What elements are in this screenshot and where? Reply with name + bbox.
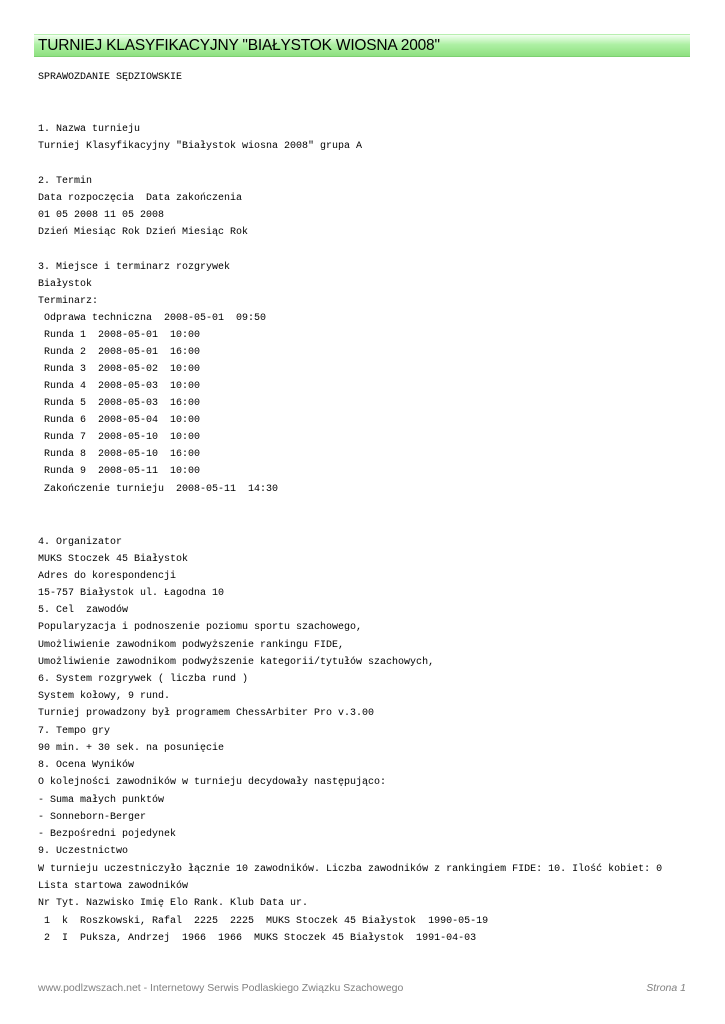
schedule-closing: Zakończenie turnieju 2008-05-11 14:30 (38, 484, 279, 495)
start-list-row: 2 I Puksza, Andrzej 1966 1966 MUKS Stoczek 45 Białystok 1991-04-03 (38, 933, 477, 944)
organizer-name: MUKS Stoczek 45 Białystok (38, 554, 189, 565)
section-4-heading: 4. Organizator (38, 537, 123, 548)
address-label: Adres do korespondencji (38, 571, 177, 582)
tiebreak-item: - Suma małych punktów (38, 795, 165, 806)
schedule-round: Runda 4 2008-05-03 10:00 (38, 381, 201, 392)
schedule-briefing: Odprawa techniczna 2008-05-01 09:50 (38, 313, 267, 324)
time-control: 90 min. + 30 sek. na posunięcie (38, 743, 225, 754)
tiebreak-intro: O kolejności zawodników w turnieju decydowały następująco: (38, 777, 387, 788)
schedule-round: Runda 2 2008-05-01 16:00 (38, 347, 201, 358)
section-9-heading: 9. Uczestnictwo (38, 846, 129, 857)
schedule-round: Runda 1 2008-05-01 10:00 (38, 330, 201, 341)
document-title: TURNIEJ KLASYFIKACYJNY "BIAŁYSTOK WIOSNA 2008" (38, 37, 440, 54)
schedule-round: Runda 8 2008-05-10 16:00 (38, 449, 201, 460)
start-list-label: Lista startowa zawodników (38, 881, 189, 892)
page-number: Strona 1 (646, 982, 686, 994)
section-6-heading: 6. System rozgrywek ( liczba rund ) (38, 674, 249, 685)
participation-summary: W turnieju uczestniczyło łącznie 10 zawodników. Liczba zawodników z rankingiem FIDE: 10. Ilość kobiet: 0 (38, 864, 663, 875)
section-7-heading: 7. Tempo gry (38, 726, 111, 737)
schedule-round: Runda 9 2008-05-11 10:00 (38, 466, 201, 477)
start-list-row: 1 k Roszkowski, Rafal 2225 2225 MUKS Stoczek 45 Białystok 1990-05-19 (38, 916, 489, 927)
address: 15-757 Białystok ul. Łagodna 10 (38, 588, 225, 599)
date-values: 01 05 2008 11 05 2008 (38, 210, 165, 221)
schedule-round: Runda 5 2008-05-03 16:00 (38, 398, 201, 409)
goal-line: Umożliwienie zawodnikom podwyższenie rankingu FIDE, (38, 640, 345, 651)
tournament-name: Turniej Klasyfikacyjny "Białystok wiosna 2008" grupa A (38, 141, 363, 152)
section-1-heading: 1. Nazwa turnieju (38, 124, 141, 135)
date-format: Dzień Miesiąc Rok Dzień Miesiąc Rok (38, 227, 249, 238)
report-heading: SPRAWOZDANIE SĘDZIOWSKIE (38, 72, 183, 83)
date-labels: Data rozpoczęcia Data zakończenia (38, 193, 243, 204)
schedule-label: Terminarz: (38, 296, 99, 307)
venue: Białystok (38, 279, 93, 290)
section-2-heading: 2. Termin (38, 176, 93, 187)
schedule-round: Runda 3 2008-05-02 10:00 (38, 364, 201, 375)
footer-site-link[interactable]: www.podlzwszach.net - Internetowy Serwis Podlaskiego Związku Szachowego (38, 982, 404, 994)
tiebreak-item: - Sonneborn-Berger (38, 812, 147, 823)
system-description: System kołowy, 9 rund. (38, 691, 171, 702)
title-bar (34, 34, 690, 57)
start-list-header: Nr Tyt. Nazwisko Imię Elo Rank. Klub Data ur. (38, 898, 309, 909)
schedule-round: Runda 6 2008-05-04 10:00 (38, 415, 201, 426)
section-5-heading: 5. Cel zawodów (38, 605, 129, 616)
section-8-heading: 8. Ocena Wyników (38, 760, 135, 771)
software-note: Turniej prowadzony był programem ChessArbiter Pro v.3.00 (38, 708, 375, 719)
schedule-round: Runda 7 2008-05-10 10:00 (38, 432, 201, 443)
tiebreak-item: - Bezpośredni pojedynek (38, 829, 177, 840)
goal-line: Umożliwienie zawodnikom podwyższenie kategorii/tytułów szachowych, (38, 657, 435, 668)
section-3-heading: 3. Miejsce i terminarz rozgrywek (38, 262, 231, 273)
goal-line: Popularyzacja i podnoszenie poziomu sportu szachowego, (38, 622, 363, 633)
